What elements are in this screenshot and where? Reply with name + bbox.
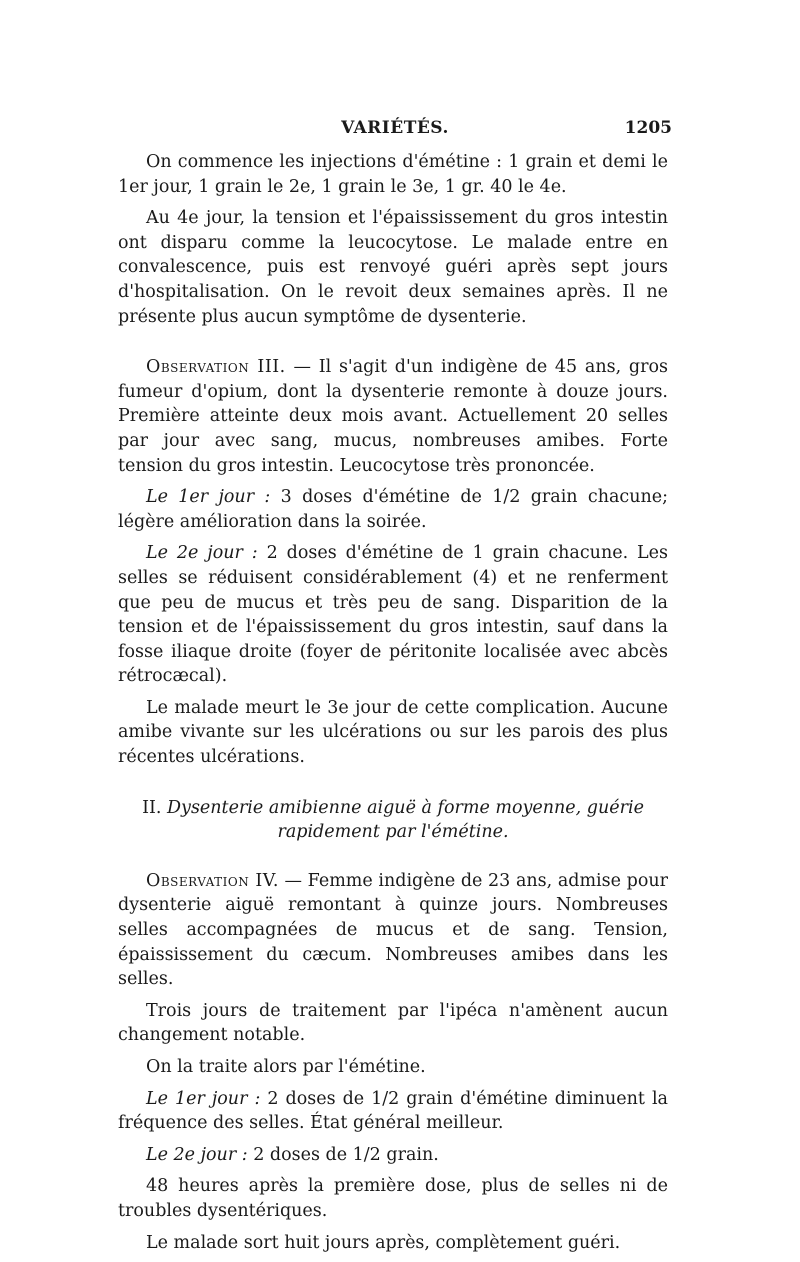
section-title: Dysenterie amibienne aiguë à forme moyenne, guérie rapidement par l'émétine.	[167, 797, 644, 843]
paragraph: Le 2e jour : 2 doses d'émétine de 1 grain chacune. Les selles se réduisent considérablement (4) et ne renferment que peu de mucus et très peu de sang. Disparition de la tension et de l'épaississement du gros intestin, sauf dans la fosse iliaque droite (foyer de péritonite localisée avec abcès rétrocæcal).	[118, 543, 668, 687]
paragraph: Au 4e jour, la tension et l'épaississement du gros intestin ont disparu comme la leucocytose. Le malade entre en convalescence, puis est renvoyé guéri après sept jours d'hospitalisation. On le revoit deux semaines après. Il ne présente plus aucun symptôme de dysenterie.	[118, 208, 668, 327]
paragraph: On la traite alors par l'émétine.	[146, 1057, 426, 1077]
page-number: 1205	[624, 118, 672, 138]
running-header	[118, 118, 672, 144]
observation-label: Observation III.	[146, 357, 286, 378]
paragraph: Le 1er jour : 3 doses d'émétine de 1/2 grain chacune; légère amélioration dans la soirée.	[118, 487, 668, 532]
day-label: Le 1er jour :	[146, 487, 271, 508]
paragraph: Trois jours de traitement par l'ipéca n'amènent aucun changement notable.	[118, 1000, 668, 1046]
observation-label: Observation IV.	[146, 870, 279, 891]
day-label: Le 2e jour :	[146, 543, 258, 564]
paragraph: Le malade meurt le 3e jour de cette complication. Aucune amibe vivante sur les ulcérations ou sur les parois des plus récentes ulcérations.	[118, 697, 668, 768]
paragraph: Le malade sort huit jours après, complètement guéri.	[146, 1232, 621, 1253]
day-label: Le 2e jour :	[146, 1144, 248, 1165]
paragraph: 48 heures après la première dose, plus de selles ni de troubles dysentériques.	[118, 1176, 668, 1221]
paragraph: Le 2e jour : 2 doses de 1/2 grain.	[146, 1144, 439, 1165]
observation-paragraph: Observation III. — Il s'agit d'un indigène de 45 ans, gros fumeur d'opium, dont la dysenterie remonte à douze jours. Première atteinte deux mois avant. Actuellement 20 selles par jour avec sang, mucus, nombreuses amibes. Forte tension du gros intestin. Leucocytose très prononcée.	[118, 357, 668, 476]
day-label: Le 1er jour :	[146, 1088, 261, 1109]
header-title: VARIÉTÉS.	[341, 118, 449, 138]
paragraph: On commence les injections d'émétine : 1 grain et demi le 1er jour, 1 grain le 2e, 1 grain le 3e, 1 gr. 40 le 4e.	[118, 152, 668, 197]
observation-paragraph: Observation IV. — Femme indigène de 23 ans, admise pour dysenterie aiguë remontant à quinze jours. Nombreuses selles accompagnées de mucus et de sang. Tension, épaississement du cæcum. Nombreuses amibes dans les selles.	[118, 870, 668, 990]
paragraph: Le 1er jour : 2 doses de 1/2 grain d'émétine diminuent la fréquence des selles. État général meilleur.	[118, 1088, 668, 1134]
section-heading	[118, 796, 668, 845]
section-number: II.	[142, 797, 162, 818]
text-body	[118, 150, 668, 1262]
